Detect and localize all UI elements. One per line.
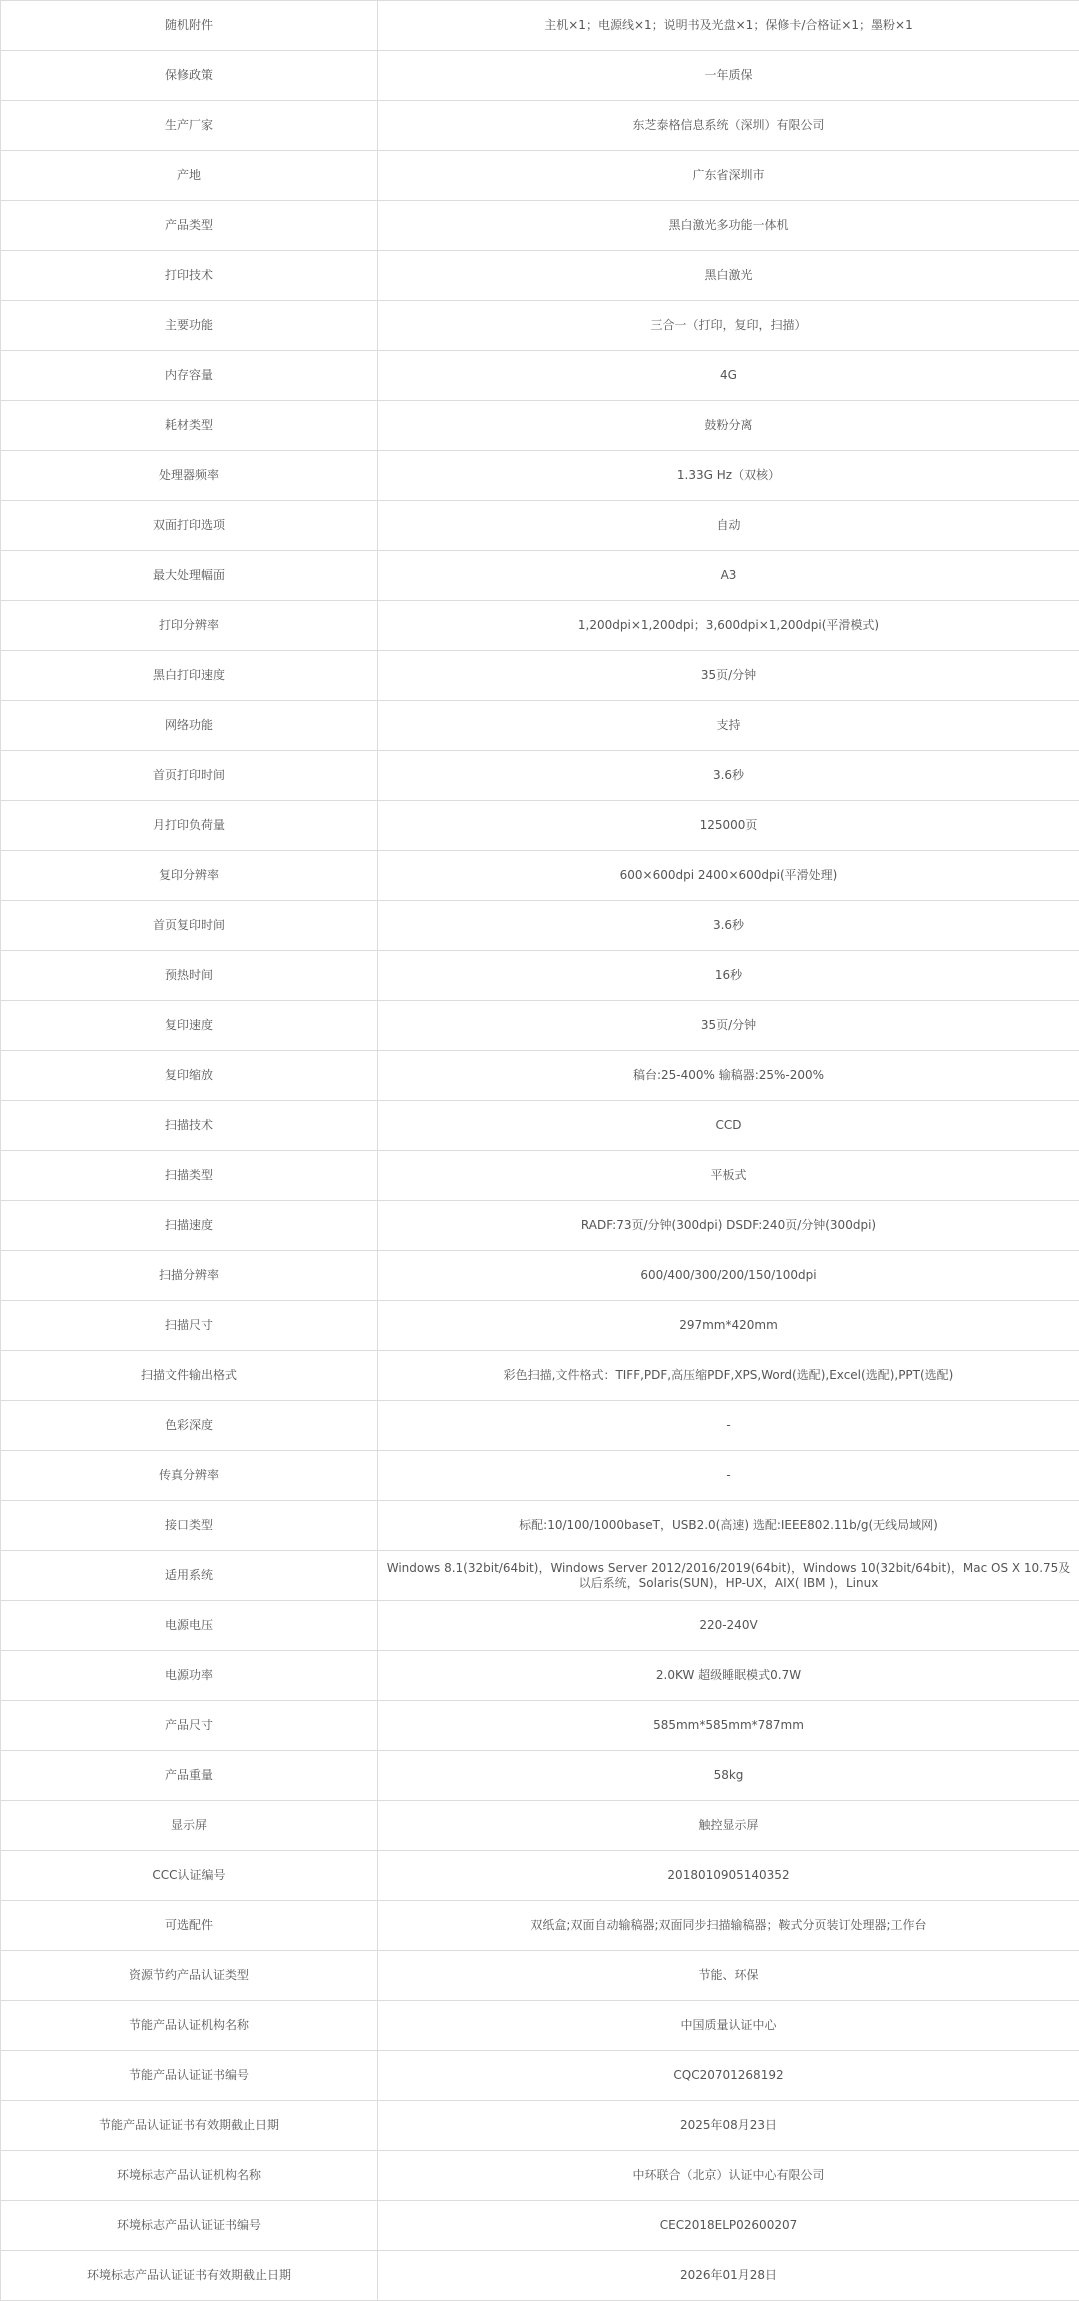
table-row — [1, 2001, 1079, 2051]
table-row — [1, 1351, 1079, 1401]
spec-label: 处理器频率 — [1, 451, 378, 501]
spec-value: 3.6秒 — [378, 901, 1079, 951]
spec-label: 打印分辨率 — [1, 601, 378, 651]
spec-value: RADF:73页/分钟(300dpi) DSDF:240页/分钟(300dpi) — [378, 1201, 1079, 1251]
spec-value: CCD — [378, 1101, 1079, 1151]
spec-label: 环境标志产品认证证书有效期截止日期 — [1, 2251, 378, 2301]
spec-label: 产品重量 — [1, 1751, 378, 1801]
spec-label: 生产厂家 — [1, 101, 378, 151]
spec-value: - — [378, 1451, 1079, 1501]
spec-value: 广东省深圳市 — [378, 151, 1079, 201]
spec-label: 资源节约产品认证类型 — [1, 1951, 378, 2001]
spec-label: 环境标志产品认证证书编号 — [1, 2201, 378, 2251]
table-row — [1, 551, 1079, 601]
spec-label: 随机附件 — [1, 1, 378, 51]
spec-value: 3.6秒 — [378, 751, 1079, 801]
spec-label: 电源功率 — [1, 1651, 378, 1701]
spec-label: 节能产品认证证书有效期截止日期 — [1, 2101, 378, 2151]
table-row — [1, 1551, 1079, 1601]
spec-value: 1,200dpi×1,200dpi；3,600dpi×1,200dpi(平滑模式) — [378, 601, 1079, 651]
table-row — [1, 2251, 1079, 2301]
table-row — [1, 51, 1079, 101]
spec-label: 产品类型 — [1, 201, 378, 251]
table-row — [1, 101, 1079, 151]
spec-label: 环境标志产品认证机构名称 — [1, 2151, 378, 2201]
spec-value: 35页/分钟 — [378, 651, 1079, 701]
table-row — [1, 1251, 1079, 1301]
spec-label: 复印速度 — [1, 1001, 378, 1051]
spec-label: 扫描技术 — [1, 1101, 378, 1151]
spec-value: 自动 — [378, 501, 1079, 551]
table-row — [1, 1201, 1079, 1251]
spec-label: 传真分辨率 — [1, 1451, 378, 1501]
spec-label: 节能产品认证证书编号 — [1, 2051, 378, 2101]
table-row — [1, 1851, 1079, 1901]
spec-value: A3 — [378, 551, 1079, 601]
spec-value: CEC2018ELP02600207 — [378, 2201, 1079, 2251]
table-row — [1, 151, 1079, 201]
table-row — [1, 1001, 1079, 1051]
table-row — [1, 2101, 1079, 2151]
spec-label: 扫描文件输出格式 — [1, 1351, 378, 1401]
spec-table-body — [1, 1, 1079, 2301]
table-row — [1, 1301, 1079, 1351]
table-row — [1, 1451, 1079, 1501]
table-row — [1, 201, 1079, 251]
spec-value: 4G — [378, 351, 1079, 401]
spec-value: 三合一（打印，复印，扫描） — [378, 301, 1079, 351]
spec-label: 扫描尺寸 — [1, 1301, 378, 1351]
table-row — [1, 601, 1079, 651]
spec-label: 双面打印选项 — [1, 501, 378, 551]
table-row — [1, 1951, 1079, 2001]
spec-value: 平板式 — [378, 1151, 1079, 1201]
table-row — [1, 1401, 1079, 1451]
table-row — [1, 1051, 1079, 1101]
spec-value: 585mm*585mm*787mm — [378, 1701, 1079, 1751]
spec-value: 125000页 — [378, 801, 1079, 851]
table-row — [1, 1601, 1079, 1651]
spec-value: 600/400/300/200/150/100dpi — [378, 1251, 1079, 1301]
spec-label: 可选配件 — [1, 1901, 378, 1951]
spec-label: 最大处理幅面 — [1, 551, 378, 601]
spec-value: 2.0KW 超级睡眠模式0.7W — [378, 1651, 1079, 1701]
spec-value: 一年质保 — [378, 51, 1079, 101]
spec-value: 触控显示屏 — [378, 1801, 1079, 1851]
spec-value: 16秒 — [378, 951, 1079, 1001]
spec-value: 双纸盒;双面自动输稿器;双面同步扫描输稿器；鞍式分页装订处理器;工作台 — [378, 1901, 1079, 1951]
table-row — [1, 1901, 1079, 1951]
spec-label: 扫描类型 — [1, 1151, 378, 1201]
spec-label: 月打印负荷量 — [1, 801, 378, 851]
spec-label: 主要功能 — [1, 301, 378, 351]
spec-value: 35页/分钟 — [378, 1001, 1079, 1051]
spec-value: 黑白激光多功能一体机 — [378, 201, 1079, 251]
spec-value: 主机×1；电源线×1；说明书及光盘×1；保修卡/合格证×1；墨粉×1 — [378, 1, 1079, 51]
table-row — [1, 251, 1079, 301]
spec-label: 黑白打印速度 — [1, 651, 378, 701]
spec-label: 保修政策 — [1, 51, 378, 101]
spec-label: 扫描分辨率 — [1, 1251, 378, 1301]
spec-label: 产品尺寸 — [1, 1701, 378, 1751]
spec-label: 产地 — [1, 151, 378, 201]
table-row — [1, 401, 1079, 451]
spec-label: CCC认证编号 — [1, 1851, 378, 1901]
spec-value: 彩色扫描,文件格式：TIFF,PDF,高压缩PDF,XPS,Word(选配),Excel(选配),PPT(选配) — [378, 1351, 1079, 1401]
spec-value: - — [378, 1401, 1079, 1451]
spec-value: 标配:10/100/1000baseT，USB2.0(高速) 选配:IEEE802.11b/g(无线局域网) — [378, 1501, 1079, 1551]
spec-value: 稿台:25-400% 输稿器:25%-200% — [378, 1051, 1079, 1101]
table-row — [1, 1, 1079, 51]
spec-value: 东芝泰格信息系统（深圳）有限公司 — [378, 101, 1079, 151]
spec-value: 鼓粉分离 — [378, 401, 1079, 451]
table-row — [1, 451, 1079, 501]
table-row — [1, 1501, 1079, 1551]
table-row — [1, 1651, 1079, 1701]
spec-value: 297mm*420mm — [378, 1301, 1079, 1351]
spec-value: 2025年08月23日 — [378, 2101, 1079, 2151]
spec-label: 复印分辨率 — [1, 851, 378, 901]
table-row — [1, 951, 1079, 1001]
spec-label: 内存容量 — [1, 351, 378, 401]
table-row — [1, 2201, 1079, 2251]
spec-label: 显示屏 — [1, 1801, 378, 1851]
spec-value: Windows 8.1(32bit/64bit)，Windows Server 2012/2016/2019(64bit)，Windows 10(32bit/64bit)，Mac OS X 10.75及以后系统，Solaris(SUN)，HP-UX，AIX( IBM )，Linux — [378, 1551, 1079, 1601]
spec-label: 打印技术 — [1, 251, 378, 301]
table-row — [1, 901, 1079, 951]
spec-value: 220-240V — [378, 1601, 1079, 1651]
table-row — [1, 651, 1079, 701]
spec-label: 预热时间 — [1, 951, 378, 1001]
table-row — [1, 701, 1079, 751]
spec-label: 适用系统 — [1, 1551, 378, 1601]
table-row — [1, 1751, 1079, 1801]
table-row — [1, 751, 1079, 801]
spec-value: 中国质量认证中心 — [378, 2001, 1079, 2051]
spec-label: 首页打印时间 — [1, 751, 378, 801]
spec-label: 耗材类型 — [1, 401, 378, 451]
table-row — [1, 1101, 1079, 1151]
spec-label: 复印缩放 — [1, 1051, 378, 1101]
table-row — [1, 301, 1079, 351]
spec-label: 接口类型 — [1, 1501, 378, 1551]
spec-value: 节能、环保 — [378, 1951, 1079, 2001]
spec-value: 600×600dpi 2400×600dpi(平滑处理) — [378, 851, 1079, 901]
table-row — [1, 351, 1079, 401]
spec-value: 支持 — [378, 701, 1079, 751]
table-row — [1, 2151, 1079, 2201]
spec-value: 黑白激光 — [378, 251, 1079, 301]
table-row — [1, 851, 1079, 901]
table-row — [1, 2051, 1079, 2101]
table-row — [1, 501, 1079, 551]
spec-label: 色彩深度 — [1, 1401, 378, 1451]
spec-value: CQC20701268192 — [378, 2051, 1079, 2101]
spec-value: 中环联合（北京）认证中心有限公司 — [378, 2151, 1079, 2201]
spec-label: 网络功能 — [1, 701, 378, 751]
spec-value: 2018010905140352 — [378, 1851, 1079, 1901]
table-row — [1, 1801, 1079, 1851]
table-row — [1, 1151, 1079, 1201]
spec-label: 节能产品认证机构名称 — [1, 2001, 378, 2051]
spec-value: 58kg — [378, 1751, 1079, 1801]
table-row — [1, 1701, 1079, 1751]
spec-value: 2026年01月28日 — [378, 2251, 1079, 2301]
spec-label: 扫描速度 — [1, 1201, 378, 1251]
spec-value: 1.33G Hz（双核） — [378, 451, 1079, 501]
spec-label: 电源电压 — [1, 1601, 378, 1651]
spec-label: 首页复印时间 — [1, 901, 378, 951]
table-row — [1, 801, 1079, 851]
